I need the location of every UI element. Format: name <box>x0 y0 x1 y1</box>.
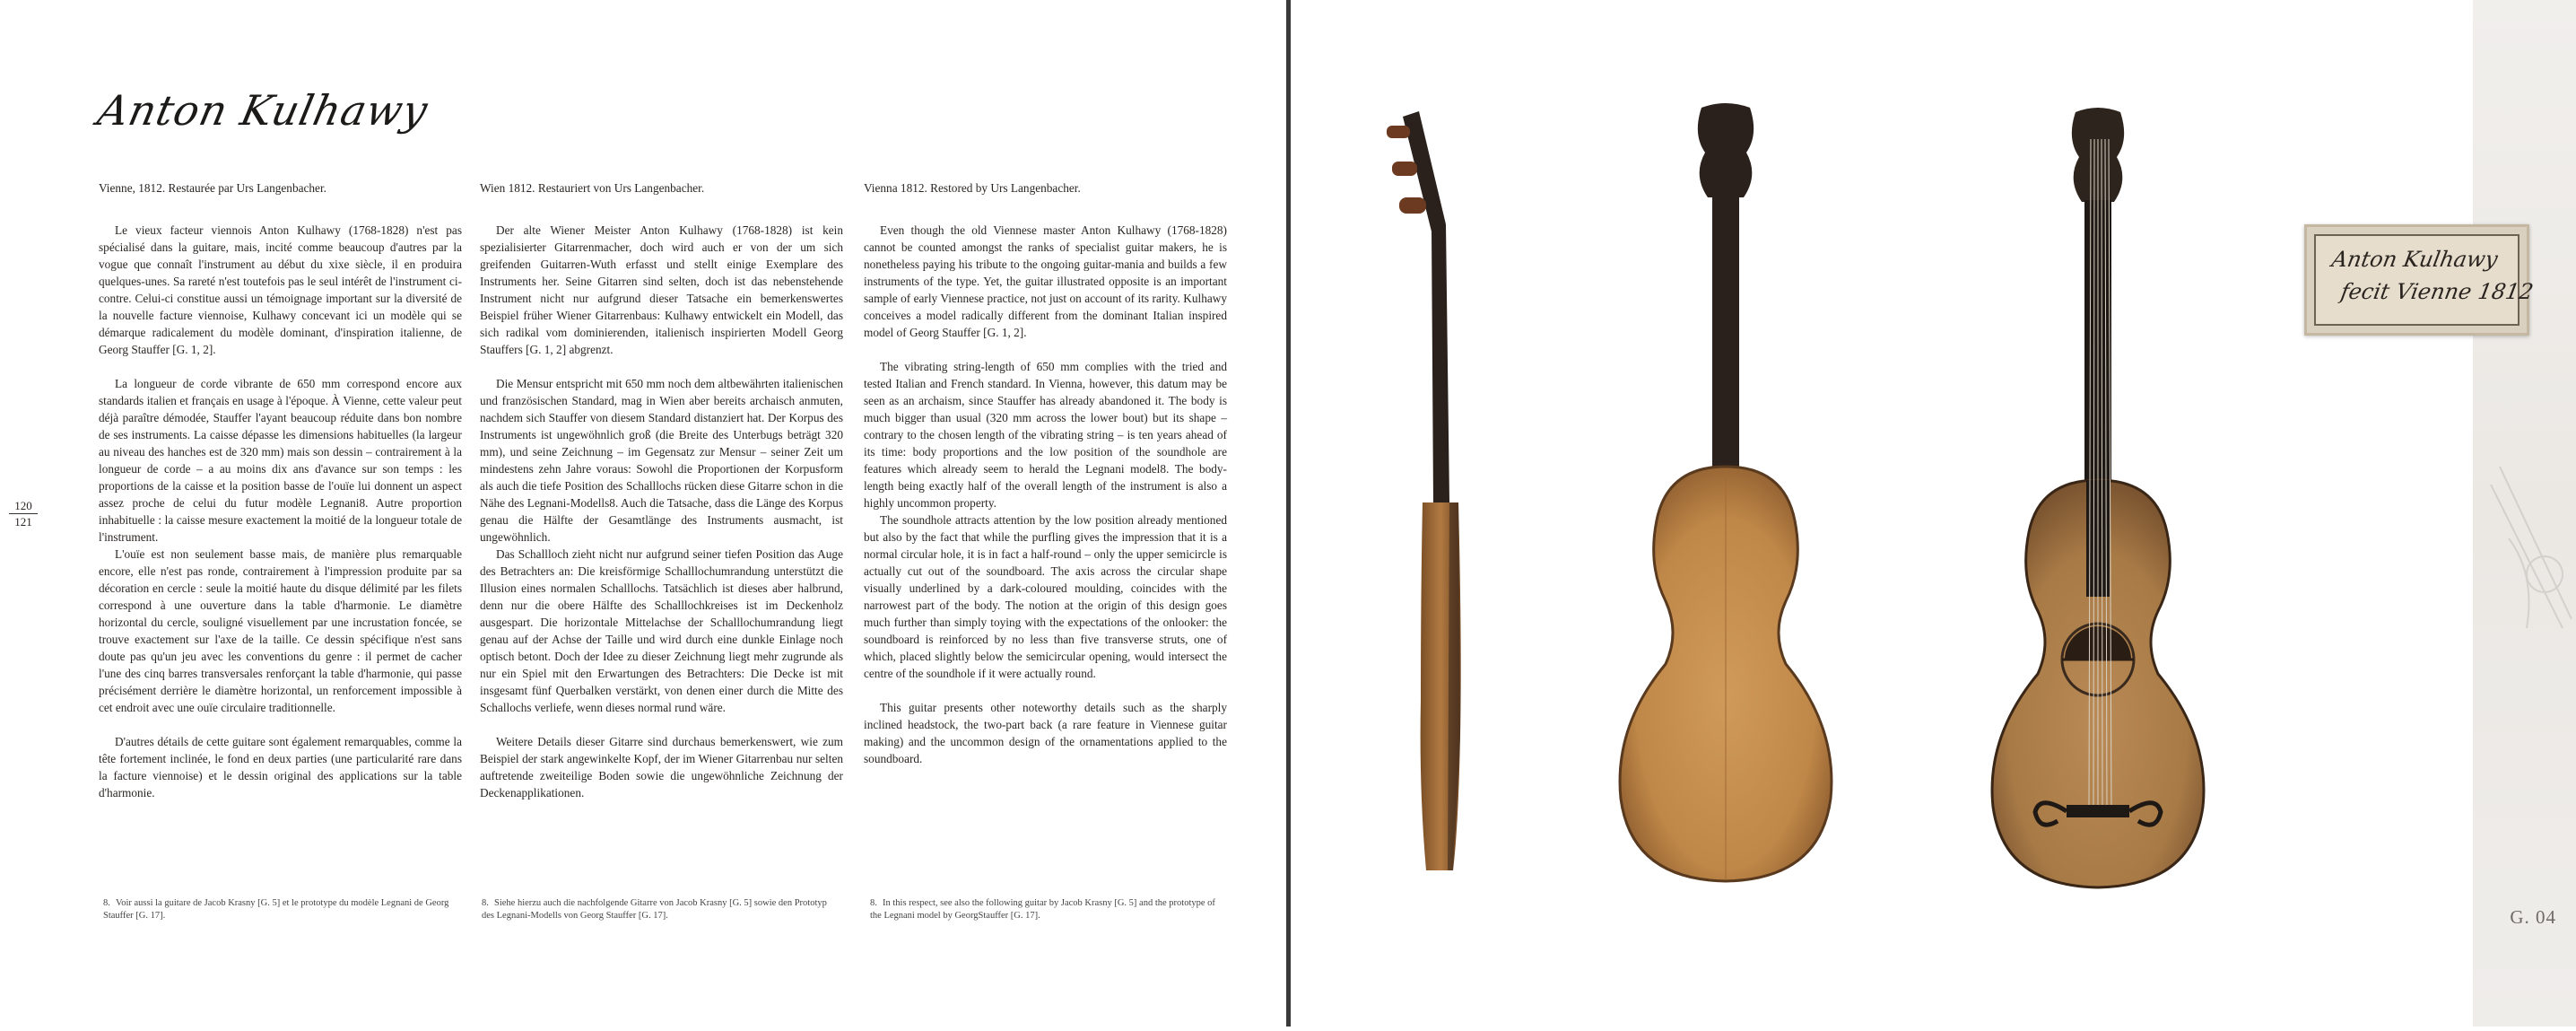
text-column-french <box>99 179 462 801</box>
label-line-maker: Anton Kulhawy <box>2329 247 2500 272</box>
page-number-divider <box>9 513 38 514</box>
footnote-text: Siehe hierzu auch die nachfolgende Gitarre von Jacob Krasny [G. 5] sowie den Prototyp des Legnani-Modells von Georg Stauffer [G. 17]. <box>482 898 827 921</box>
column-subtitle: Vienne, 1812. Restaurée par Urs Langenbacher. <box>99 181 326 195</box>
page-number-right: 121 <box>14 515 32 529</box>
column-subtitle: Vienna 1812. Restored by Urs Langenbacher. <box>864 181 1081 195</box>
footnote-french <box>103 897 462 922</box>
page-number-left: 120 <box>14 499 32 512</box>
footnote-number: 8. <box>103 898 110 908</box>
page-numbers <box>5 499 41 529</box>
maker-label-image <box>2304 224 2536 336</box>
paragraph: Even though the old Viennese master Anton Kulhawy (1768-1828) cannot be counted amongst the ranks of specialist guitar makers, he is nonetheless paying his tribute to the ongoing guitar-mania and builds a few instruments of the type. Yet, the guitar illustrated opposite is an important sample of early Viennese practice, not just on account of its rarity. Kulhawy conceives a model radically different from the dominant Italian inspired model of Georg Stauffer [G. 1, 2]. <box>864 223 1227 339</box>
guitar-front-view-image <box>1968 103 2228 893</box>
paragraph: Der alte Wiener Meister Anton Kulhawy (1768-1828) ist kein spezialisierter Gitarrenmacher, doch wird auch er von der um sich greifenden Guitarren-Wuth erfasst und stellt einige Exemplare des Instruments her. Seine Gitarren sind selten, doch ist das nebenstehende Instrument nicht nur aufgrund dieser Tatsache ein bemerkenswertes Beispiel früher Wiener Gitarrenbaus: Kulhawy entwickelt ein Modell, das sich radikal vom dominierenden, italienisch inspirierten Modell Georg Stauffers [G. 1, 2] abgrenzt. <box>480 223 843 356</box>
footnote-english <box>870 897 1229 922</box>
paragraph: The soundhole attracts attention by the low position already mentioned but also by the fact that while the purfling gives the impression that it is a normal circular hole, it is in fact a half-round – only the upper semicircle is actually cut out of the soundboard. The axis across the circular shape visually underlined by a dark-coloured moulding, coincides with the narrowest part of the body. The notion at the origin of this design goes much further than simply toying with the expectations of the onlooker: the soundboard is reinforced by no less than five transverse struts, one of which, placed slightly below the semicircular opening, would intersect the centre of the soundhole if it were actually round. <box>864 513 1227 680</box>
paragraph: Das Schallloch zieht nicht nur aufgrund seiner tiefen Position das Auge des Betrachters an: Die kreisförmige Schalllochumrandung unterstützt die Illusion eines normalen Schalllochs. Tatsächlich ist dieses aber halbrund, denn nur die obere Hälfte des Schalllochkreises ist im Deckenholz ausgespart. Die horizontale Mittelachse der Schalllochumrandung liegt genau auf der Achse der Taille und wird durch eine dunkle Einlage noch optisch betont. Doch der Idee zu dieser Zeichnung liegt mehr zugrunde als nur ein Spiel mit den Erwartungen des Betrachters: Die Decke ist mit insgesamt fünf Querbalken verstärkt, von denen einer durch die Mitte des Schallochs verliefe, wenn dieses normal rund wäre. <box>480 547 843 714</box>
paragraph: L'ouïe est non seulement basse mais, de manière plus remarquable encore, elle n'est pas ronde, contrairement à l'impression produite par sa décoration en cercle : seule la moitié haute du disque délimité par les filets correspond à une ouverture dans la table d'harmonie. Le diamètre horizontal du cercle, souligné visuellement par une incrustation foncée, se trouve exactement sur l'axe de la taille. Ce dessin spécifique n'est sans doute pas qu'un jeu avec les conventions du genre : il permet de cacher l'une des cinq barres transversales renforçant la table d'harmonie, qui passe précisément derrière le diamètre horizontal, un renforcement impossible à cet endroit avec une ouïe circulaire traditionnelle. <box>99 547 462 714</box>
pen-watermark-icon <box>2473 0 2576 1027</box>
footnote-number: 8. <box>482 898 489 908</box>
plate-number: G. 04 <box>2510 906 2556 928</box>
footnote-number: 8. <box>870 898 877 908</box>
text-column-german <box>480 179 843 801</box>
paragraph: Le vieux facteur viennois Anton Kulhawy (1768-1828) n'est pas spécialisé dans la guitare, mais, incité comme beaucoup d'autres par la vogue que connaît l'instrument au début du xixe siècle, il en produira quelques-unes. Sa rareté n'est toutefois pas le seul intérêt de l'instrument ci-contre. Celui-ci constitue aussi un témoignage important sur la diversité de la nouvelle facture viennoise, Kulhawy concevant ici un modèle qui se démarque radicalement du modèle dominant, d'inspiration italienne, de Georg Stauffer [G. 1, 2]. <box>99 223 462 356</box>
maker-signature: Anton Kulhawy <box>93 86 433 135</box>
footnote-text: Voir aussi la guitare de Jacob Krasny [G. 5] et le prototype du modèle Legnani de Georg Stauffer [G. 17]. <box>103 898 449 921</box>
label-line-place-date: fecit Vienne 1812 <box>2338 279 2536 304</box>
paragraph: The vibrating string-length of 650 mm complies with the tried and tested Italian and French standard. In Vienna, however, this datum may be seen as an archaism, since Stauffer has already abandoned it. The body is much bigger than usual (320 mm across the lower bout) but its shape – contrary to the chosen length of the vibrating string – is ten years ahead of its time: body proportions and the low position of the soundhole are features which already seem to herald the Legnani model8. The body-length being exactly half of the overall length of the instrument is also a highly uncommon property. <box>864 360 1227 510</box>
decorative-side-band <box>2473 0 2576 1027</box>
right-page <box>1291 0 2576 1027</box>
text-column-english <box>864 179 1227 767</box>
footnote-german <box>482 897 840 922</box>
paragraph: Die Mensur entspricht mit 650 mm noch dem altbewährten italienischen und französischen Standard, mag in Wien aber bereits archaisch anmuten, nachdem sich Stauffer von diesem Standard distanziert hat. Der Korpus des Instruments ist ungewöhnlich groß (die Breite des Unterbugs beträgt 320 mm), und seine Zeichnung – im Gegensatz zur Mensur – seiner Zeit um mindestens zehn Jahre voraus: Sowohl die Proportionen der Korpusform als auch die tiefe Position des Schalllochs rücken diese Gitarre schon in die Nähe des Legnani-Modells8. Auch die Tatsache, dass die Länge des Korpus genau die Hälfte der Gesamtlänge des Instruments ausmacht, ist ungewöhnlich. <box>480 377 843 544</box>
label-frame <box>2314 234 2536 326</box>
paragraph: This guitar presents other noteworthy details such as the sharply inclined headstock, the two-part back (a rare feature in Viennese guitar making) and the uncommon design of the ornamentations applied to the soundboard. <box>864 701 1227 765</box>
paragraph: Weitere Details dieser Gitarre sind durchaus bemerkenswert, wie zum Beispiel der stark angewinkelte Kopf, der im Wiener Gitarrenbau nur selten auftretende zweiteilige Boden sowie die ungewöhnliche Zeichnung der Deckenapplikationen. <box>480 735 843 799</box>
footnote-text: In this respect, see also the following guitar by Jacob Krasny [G. 5] and the prototype of the Legnani model by GeorgStauffer [G. 17]. <box>870 898 1215 921</box>
paragraph: D'autres détails de cette guitare sont également remarquables, comme la tête fortement inclinée, le fond en deux parties (une particularité rare dans la facture viennoise) et le dessin original des applications sur la table d'harmonie. <box>99 735 462 799</box>
paragraph: La longueur de corde vibrante de 650 mm correspond encore aux standards italien et français en usage à l'époque. À Vienne, cette valeur peut déjà paraître démodée, Stauffer l'ayant beaucoup réduite dans bon nombre de ses instruments. La caisse dépasse les dimensions habituelles (la largeur au niveau des hanches est de 320 mm) mais son dessin – contrairement à la longueur de corde – a au moins dix ans d'avance sur son temps : les proportions de la caisse et la position basse de l'ouïe lui donnent un aspect assez proche de celui du futur modèle Legnani8. Autre proportion inhabituelle : la caisse mesure exactement la moitié de la longueur totale de l'instrument. <box>99 377 462 544</box>
guitar-back-view-image <box>1596 99 1856 888</box>
left-page <box>0 0 1286 1027</box>
column-subtitle: Wien 1812. Restauriert von Urs Langenbacher. <box>480 181 705 195</box>
guitar-side-view-image <box>1376 108 1501 879</box>
